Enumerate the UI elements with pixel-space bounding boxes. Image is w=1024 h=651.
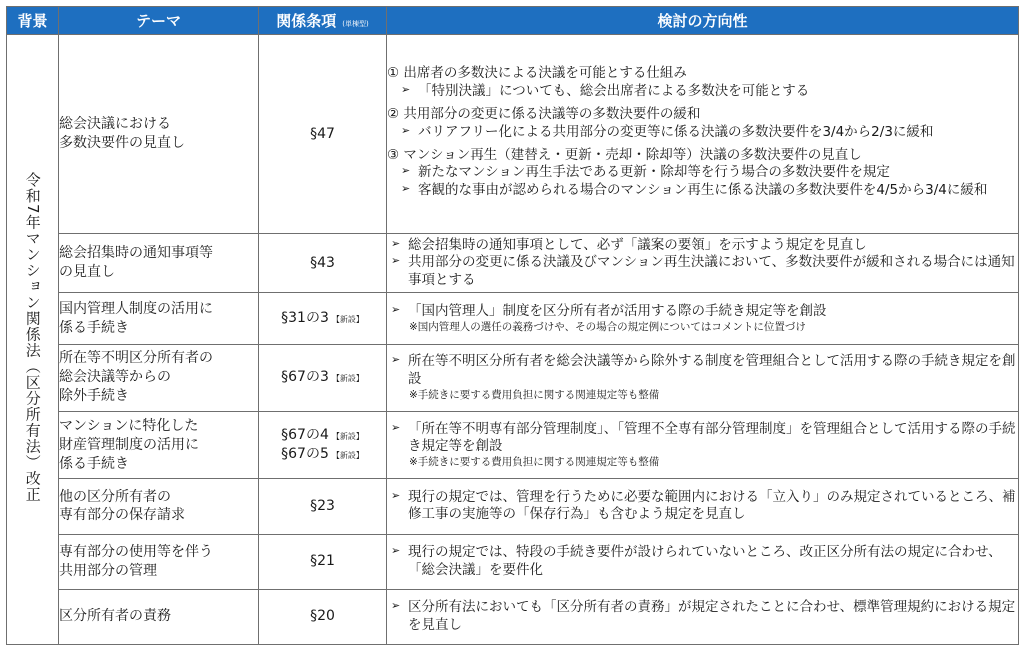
bullet-item: ➢ 新たなマンション再生手法である更新・除却等を行う場合の多数決要件を規定	[401, 164, 1018, 182]
header-article-note: (単棟型)	[342, 20, 369, 28]
article-cell	[259, 234, 387, 293]
new-badge: 【新設】	[331, 315, 364, 325]
bullet-item: ➢ 区分所有法においても「区分所有者の責務」が規定されたことに合わせ、標準管理規約における規定を見直し	[391, 599, 1018, 635]
article-line	[259, 445, 386, 464]
article-number: §21	[310, 553, 335, 570]
theme-line: 共用部分の管理	[59, 562, 157, 579]
direction-cell	[387, 35, 1019, 234]
table-header-row	[7, 7, 1019, 35]
background-label: 令和7年マンション関係法（区分所有法）改正	[23, 172, 42, 503]
header-background: 背景	[7, 7, 59, 35]
bullet-item: ➢ 「所在等不明専有部分管理制度」、「管理不全専有部分管理制度」を管理組合として活用する際の手続き規定等を創設	[391, 421, 1018, 457]
theme-line: 多数決要件の見直し	[59, 135, 185, 152]
article-line	[259, 497, 386, 516]
table-row	[7, 534, 1019, 589]
article-number: §67の3	[281, 369, 329, 386]
theme-line: の見直し	[59, 264, 115, 281]
article-cell	[259, 293, 387, 344]
theme-line: マンションに特化した	[59, 417, 199, 434]
direction-cell	[387, 589, 1019, 644]
note-text: ※国内管理人の選任の義務づけや、その場合の規定例についてはコメントに位置づけ	[409, 320, 806, 333]
article-number: §67の4	[281, 427, 329, 444]
theme-cell	[59, 344, 259, 411]
table-row	[7, 479, 1019, 534]
bullet-item: ➢ 客観的な事由が認められる場合のマンション再生に係る決議の多数決要件を4/5から3/4に緩和	[401, 182, 1018, 200]
theme-line: 総会決議等からの	[59, 369, 171, 386]
direction-cell	[387, 293, 1019, 344]
direction-cell	[387, 534, 1019, 589]
bullet-item: ➢ バリアフリー化による共用部分の変更等に係る決議の多数決要件を3/4から2/3に緩和	[401, 124, 1018, 142]
direction-cell	[387, 234, 1019, 293]
header-direction: 検討の方向性	[387, 7, 1019, 35]
article-cell	[259, 35, 387, 234]
theme-line: 所在等不明区分所有者の	[59, 350, 213, 367]
table-row	[7, 35, 1019, 234]
table-row	[7, 344, 1019, 411]
direction-cell	[387, 479, 1019, 534]
theme-line: 区分所有者の責務	[59, 608, 171, 625]
article-number: §20	[310, 608, 335, 625]
theme-line: 除外手続き	[59, 388, 129, 405]
direction-group	[387, 65, 1018, 101]
article-line	[259, 309, 386, 328]
article-cell	[259, 479, 387, 534]
bullet-item: ➢ 現行の規定では、管理を行うために必要な範囲内における「立入り」のみ規定されているところ、補修工事の実施等の「保存行為」も含むよう規定を見直し	[391, 489, 1018, 525]
theme-cell	[59, 479, 259, 534]
new-badge: 【新設】	[331, 374, 364, 384]
article-cell	[259, 534, 387, 589]
table-row	[7, 589, 1019, 644]
group-title: ① 出席者の多数決による決議を可能とする仕組み	[387, 65, 687, 82]
article-cell	[259, 589, 387, 644]
article-number: §43	[310, 254, 335, 271]
new-badge: 【新設】	[331, 451, 364, 461]
new-badge: 【新設】	[331, 432, 364, 442]
theme-line: 係る手続き	[59, 319, 129, 336]
theme-line: 国内管理人制度の活用に	[59, 300, 213, 317]
bullet-item: ➢ 総会招集時の通知事項として、必ず「議案の要領」を示すよう規定を見直し	[391, 237, 1018, 255]
direction-cell	[387, 411, 1019, 478]
theme-line: 専有部分の保存請求	[59, 507, 185, 524]
note-text: ※手続きに要する費用負担に関する関連規定等も整備	[409, 456, 660, 469]
table-row	[7, 234, 1019, 293]
bullet-item: ➢ 「特別決議」についても、総会出席者による多数決を可能とする	[401, 83, 1018, 101]
article-line	[259, 254, 386, 273]
theme-cell	[59, 293, 259, 344]
theme-cell	[59, 534, 259, 589]
header-theme: テーマ	[59, 7, 259, 35]
bullet-item: ➢ 「国内管理人」制度を区分所有者が活用する際の手続き規定等を創設	[391, 303, 1018, 321]
background-cell	[7, 35, 59, 645]
theme-cell	[59, 234, 259, 293]
bullet-item: ➢ 所在等不明区分所有者を総会決議等から除外する制度を管理組合として活用する際の手続き規定を創設	[391, 353, 1018, 389]
article-line	[259, 125, 386, 144]
direction-group	[387, 106, 1018, 142]
table-row	[7, 411, 1019, 478]
article-number: §31の3	[281, 310, 329, 327]
article-line	[259, 607, 386, 626]
article-cell	[259, 344, 387, 411]
header-article: 関係条項 (単棟型)	[259, 7, 387, 35]
bullet-item: ➢ 共用部分の変更に係る決議及びマンション再生決議において、多数決要件が緩和される場合には通知事項とする	[391, 254, 1018, 290]
theme-cell	[59, 589, 259, 644]
article-number: §67の5	[281, 446, 329, 463]
theme-line: 総会招集時の通知事項等	[59, 245, 213, 262]
group-title: ② 共用部分の変更に係る決議等の多数決要件の緩和	[387, 105, 701, 122]
theme-line: 他の区分所有者の	[59, 488, 171, 505]
note-text: ※手続きに要する費用負担に関する関連規定等も整備	[409, 388, 660, 401]
group-title: ③ マンション再生（建替え・更新・売却・除却等）決議の多数決要件の見直し	[387, 146, 862, 163]
theme-cell	[59, 35, 259, 234]
article-number: §47	[310, 125, 335, 142]
revision-table	[6, 6, 1019, 645]
table-row	[7, 293, 1019, 344]
direction-cell	[387, 344, 1019, 411]
theme-line: 係る手続き	[59, 455, 129, 472]
article-line	[259, 552, 386, 571]
bullet-item: ➢ 現行の規定では、特段の手続き要件が設けられていないところ、改正区分所有法の規定に合わせ、「総会決議」を要件化	[391, 544, 1018, 580]
theme-cell	[59, 411, 259, 478]
article-number: §23	[310, 498, 335, 515]
theme-line: 総会決議における	[59, 116, 171, 133]
theme-line: 専有部分の使用等を伴う	[59, 543, 213, 560]
direction-group	[387, 147, 1018, 200]
article-line	[259, 368, 386, 387]
article-cell	[259, 411, 387, 478]
theme-line: 財産管理制度の活用に	[59, 436, 199, 453]
article-line	[259, 426, 386, 445]
